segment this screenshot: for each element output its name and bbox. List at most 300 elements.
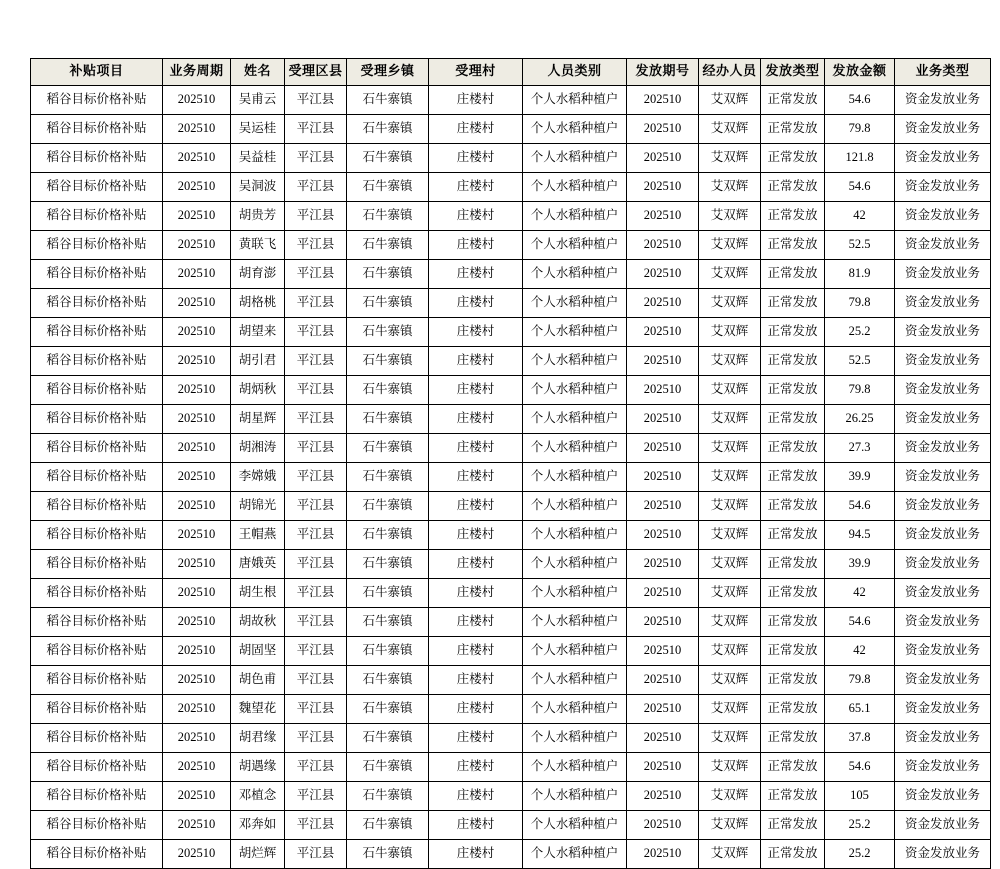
column-header-township: 受理乡镇	[347, 59, 429, 86]
cell-village: 庄楼村	[429, 433, 523, 462]
cell-amount: 54.6	[825, 752, 895, 781]
column-header-issue-type: 发放类型	[761, 59, 825, 86]
table-row	[31, 839, 991, 868]
column-header-county: 受理区县	[285, 59, 347, 86]
cell-business-type: 资金发放业务	[895, 259, 991, 288]
cell-business-type: 资金发放业务	[895, 433, 991, 462]
cell-township: 石牛寨镇	[347, 462, 429, 491]
cell-issue-number: 202510	[627, 114, 699, 143]
cell-business-type: 资金发放业务	[895, 578, 991, 607]
cell-issue-type: 正常发放	[761, 839, 825, 868]
table-header	[31, 59, 991, 86]
cell-subsidy-project: 稻谷目标价格补贴	[31, 839, 163, 868]
cell-business-period: 202510	[163, 694, 231, 723]
table-row	[31, 114, 991, 143]
table-row	[31, 404, 991, 433]
cell-name: 黄联飞	[231, 230, 285, 259]
cell-county: 平江县	[285, 665, 347, 694]
cell-county: 平江县	[285, 433, 347, 462]
cell-subsidy-project: 稻谷目标价格补贴	[31, 114, 163, 143]
cell-business-period: 202510	[163, 607, 231, 636]
cell-township: 石牛寨镇	[347, 694, 429, 723]
cell-village: 庄楼村	[429, 172, 523, 201]
cell-subsidy-project: 稻谷目标价格补贴	[31, 723, 163, 752]
cell-village: 庄楼村	[429, 462, 523, 491]
table-row	[31, 578, 991, 607]
cell-name: 吴运桂	[231, 114, 285, 143]
cell-amount: 94.5	[825, 520, 895, 549]
cell-village: 庄楼村	[429, 578, 523, 607]
cell-business-type: 资金发放业务	[895, 462, 991, 491]
cell-person-category: 个人水稻种植户	[523, 288, 627, 317]
cell-county: 平江县	[285, 85, 347, 114]
cell-county: 平江县	[285, 230, 347, 259]
cell-issue-type: 正常发放	[761, 549, 825, 578]
cell-business-period: 202510	[163, 201, 231, 230]
cell-handler: 艾双辉	[699, 230, 761, 259]
cell-business-period: 202510	[163, 549, 231, 578]
cell-business-type: 资金发放业务	[895, 375, 991, 404]
cell-township: 石牛寨镇	[347, 520, 429, 549]
cell-handler: 艾双辉	[699, 752, 761, 781]
cell-handler: 艾双辉	[699, 114, 761, 143]
cell-name: 唐娥英	[231, 549, 285, 578]
cell-issue-type: 正常发放	[761, 288, 825, 317]
cell-amount: 39.9	[825, 549, 895, 578]
table-row	[31, 752, 991, 781]
cell-business-type: 资金发放业务	[895, 549, 991, 578]
cell-issue-number: 202510	[627, 230, 699, 259]
cell-name: 胡引君	[231, 346, 285, 375]
column-header-handler: 经办人员	[699, 59, 761, 86]
cell-issue-type: 正常发放	[761, 201, 825, 230]
cell-county: 平江县	[285, 172, 347, 201]
cell-handler: 艾双辉	[699, 636, 761, 665]
cell-name: 吴甫云	[231, 85, 285, 114]
cell-village: 庄楼村	[429, 375, 523, 404]
cell-county: 平江县	[285, 636, 347, 665]
cell-name: 王帽燕	[231, 520, 285, 549]
cell-village: 庄楼村	[429, 288, 523, 317]
cell-county: 平江县	[285, 723, 347, 752]
cell-business-type: 资金发放业务	[895, 839, 991, 868]
column-header-name: 姓名	[231, 59, 285, 86]
cell-issue-type: 正常发放	[761, 810, 825, 839]
cell-business-type: 资金发放业务	[895, 317, 991, 346]
cell-issue-number: 202510	[627, 781, 699, 810]
cell-township: 石牛寨镇	[347, 404, 429, 433]
cell-county: 平江县	[285, 462, 347, 491]
cell-county: 平江县	[285, 143, 347, 172]
cell-subsidy-project: 稻谷目标价格补贴	[31, 491, 163, 520]
cell-name: 吴益桂	[231, 143, 285, 172]
table-row	[31, 346, 991, 375]
table-body	[31, 85, 991, 868]
cell-issue-number: 202510	[627, 752, 699, 781]
cell-handler: 艾双辉	[699, 375, 761, 404]
cell-business-period: 202510	[163, 85, 231, 114]
cell-person-category: 个人水稻种植户	[523, 752, 627, 781]
cell-name: 胡锦光	[231, 491, 285, 520]
cell-person-category: 个人水稻种植户	[523, 520, 627, 549]
cell-business-period: 202510	[163, 752, 231, 781]
cell-business-period: 202510	[163, 810, 231, 839]
table-row	[31, 636, 991, 665]
table-row	[31, 317, 991, 346]
column-header-subsidy-project: 补贴项目	[31, 59, 163, 86]
cell-person-category: 个人水稻种植户	[523, 85, 627, 114]
cell-person-category: 个人水稻种植户	[523, 694, 627, 723]
cell-issue-type: 正常发放	[761, 752, 825, 781]
cell-business-period: 202510	[163, 404, 231, 433]
cell-handler: 艾双辉	[699, 317, 761, 346]
cell-amount: 25.2	[825, 810, 895, 839]
cell-county: 平江县	[285, 607, 347, 636]
cell-issue-number: 202510	[627, 259, 699, 288]
cell-business-period: 202510	[163, 781, 231, 810]
cell-township: 石牛寨镇	[347, 578, 429, 607]
cell-amount: 25.2	[825, 317, 895, 346]
cell-subsidy-project: 稻谷目标价格补贴	[31, 375, 163, 404]
cell-person-category: 个人水稻种植户	[523, 723, 627, 752]
column-header-amount: 发放金额	[825, 59, 895, 86]
cell-township: 石牛寨镇	[347, 288, 429, 317]
cell-village: 庄楼村	[429, 607, 523, 636]
table-row	[31, 723, 991, 752]
cell-handler: 艾双辉	[699, 346, 761, 375]
cell-amount: 25.2	[825, 839, 895, 868]
cell-subsidy-project: 稻谷目标价格补贴	[31, 230, 163, 259]
cell-county: 平江县	[285, 549, 347, 578]
cell-business-type: 资金发放业务	[895, 288, 991, 317]
cell-township: 石牛寨镇	[347, 85, 429, 114]
cell-person-category: 个人水稻种植户	[523, 172, 627, 201]
cell-subsidy-project: 稻谷目标价格补贴	[31, 317, 163, 346]
cell-subsidy-project: 稻谷目标价格补贴	[31, 810, 163, 839]
cell-issue-type: 正常发放	[761, 346, 825, 375]
cell-subsidy-project: 稻谷目标价格补贴	[31, 578, 163, 607]
cell-township: 石牛寨镇	[347, 781, 429, 810]
table-row	[31, 172, 991, 201]
cell-handler: 艾双辉	[699, 694, 761, 723]
cell-issue-type: 正常发放	[761, 230, 825, 259]
cell-person-category: 个人水稻种植户	[523, 201, 627, 230]
cell-issue-type: 正常发放	[761, 636, 825, 665]
cell-village: 庄楼村	[429, 230, 523, 259]
cell-business-type: 资金发放业务	[895, 85, 991, 114]
table-row	[31, 607, 991, 636]
cell-village: 庄楼村	[429, 114, 523, 143]
cell-village: 庄楼村	[429, 520, 523, 549]
cell-township: 石牛寨镇	[347, 143, 429, 172]
cell-amount: 121.8	[825, 143, 895, 172]
cell-person-category: 个人水稻种植户	[523, 259, 627, 288]
cell-village: 庄楼村	[429, 85, 523, 114]
cell-village: 庄楼村	[429, 839, 523, 868]
cell-person-category: 个人水稻种植户	[523, 462, 627, 491]
cell-business-type: 资金发放业务	[895, 346, 991, 375]
cell-person-category: 个人水稻种植户	[523, 491, 627, 520]
cell-subsidy-project: 稻谷目标价格补贴	[31, 520, 163, 549]
cell-township: 石牛寨镇	[347, 230, 429, 259]
cell-person-category: 个人水稻种植户	[523, 317, 627, 346]
cell-amount: 54.6	[825, 172, 895, 201]
cell-name: 魏望花	[231, 694, 285, 723]
cell-business-period: 202510	[163, 317, 231, 346]
cell-issue-type: 正常发放	[761, 404, 825, 433]
cell-name: 胡故秋	[231, 607, 285, 636]
table-row	[31, 201, 991, 230]
cell-issue-number: 202510	[627, 723, 699, 752]
cell-amount: 54.6	[825, 607, 895, 636]
cell-amount: 81.9	[825, 259, 895, 288]
cell-name: 吴洞波	[231, 172, 285, 201]
cell-person-category: 个人水稻种植户	[523, 549, 627, 578]
cell-business-type: 资金发放业务	[895, 491, 991, 520]
cell-issue-type: 正常发放	[761, 520, 825, 549]
cell-handler: 艾双辉	[699, 549, 761, 578]
cell-issue-number: 202510	[627, 201, 699, 230]
cell-issue-type: 正常发放	[761, 665, 825, 694]
table-row	[31, 375, 991, 404]
cell-issue-number: 202510	[627, 85, 699, 114]
cell-township: 石牛寨镇	[347, 665, 429, 694]
cell-township: 石牛寨镇	[347, 491, 429, 520]
cell-county: 平江县	[285, 317, 347, 346]
cell-amount: 79.8	[825, 114, 895, 143]
cell-subsidy-project: 稻谷目标价格补贴	[31, 636, 163, 665]
table-row	[31, 781, 991, 810]
cell-village: 庄楼村	[429, 781, 523, 810]
cell-business-period: 202510	[163, 839, 231, 868]
cell-county: 平江县	[285, 781, 347, 810]
cell-township: 石牛寨镇	[347, 723, 429, 752]
cell-handler: 艾双辉	[699, 201, 761, 230]
cell-county: 平江县	[285, 578, 347, 607]
cell-handler: 艾双辉	[699, 404, 761, 433]
cell-village: 庄楼村	[429, 491, 523, 520]
cell-issue-number: 202510	[627, 520, 699, 549]
cell-name: 胡育澎	[231, 259, 285, 288]
cell-issue-number: 202510	[627, 636, 699, 665]
cell-amount: 79.8	[825, 288, 895, 317]
cell-name: 胡炳秋	[231, 375, 285, 404]
cell-issue-number: 202510	[627, 317, 699, 346]
cell-issue-number: 202510	[627, 172, 699, 201]
cell-township: 石牛寨镇	[347, 172, 429, 201]
cell-business-type: 资金发放业务	[895, 201, 991, 230]
cell-business-period: 202510	[163, 578, 231, 607]
cell-subsidy-project: 稻谷目标价格补贴	[31, 752, 163, 781]
cell-village: 庄楼村	[429, 346, 523, 375]
cell-business-period: 202510	[163, 636, 231, 665]
cell-subsidy-project: 稻谷目标价格补贴	[31, 259, 163, 288]
cell-business-period: 202510	[163, 665, 231, 694]
cell-village: 庄楼村	[429, 259, 523, 288]
cell-person-category: 个人水稻种植户	[523, 578, 627, 607]
cell-subsidy-project: 稻谷目标价格补贴	[31, 85, 163, 114]
cell-business-period: 202510	[163, 114, 231, 143]
cell-handler: 艾双辉	[699, 288, 761, 317]
cell-township: 石牛寨镇	[347, 839, 429, 868]
cell-issue-type: 正常发放	[761, 317, 825, 346]
cell-subsidy-project: 稻谷目标价格补贴	[31, 433, 163, 462]
column-header-business-period: 业务周期	[163, 59, 231, 86]
cell-handler: 艾双辉	[699, 491, 761, 520]
cell-subsidy-project: 稻谷目标价格补贴	[31, 665, 163, 694]
cell-name: 胡色甫	[231, 665, 285, 694]
cell-business-type: 资金发放业务	[895, 404, 991, 433]
cell-issue-number: 202510	[627, 607, 699, 636]
cell-township: 石牛寨镇	[347, 433, 429, 462]
cell-handler: 艾双辉	[699, 578, 761, 607]
cell-subsidy-project: 稻谷目标价格补贴	[31, 288, 163, 317]
column-header-village: 受理村	[429, 59, 523, 86]
cell-amount: 79.8	[825, 375, 895, 404]
cell-person-category: 个人水稻种植户	[523, 114, 627, 143]
cell-township: 石牛寨镇	[347, 549, 429, 578]
cell-business-period: 202510	[163, 346, 231, 375]
cell-issue-number: 202510	[627, 578, 699, 607]
table-row	[31, 549, 991, 578]
cell-handler: 艾双辉	[699, 723, 761, 752]
cell-name: 胡湘涛	[231, 433, 285, 462]
cell-subsidy-project: 稻谷目标价格补贴	[31, 404, 163, 433]
cell-business-period: 202510	[163, 462, 231, 491]
cell-amount: 39.9	[825, 462, 895, 491]
column-header-business-type: 业务类型	[895, 59, 991, 86]
cell-village: 庄楼村	[429, 404, 523, 433]
cell-business-type: 资金发放业务	[895, 172, 991, 201]
cell-name: 胡望来	[231, 317, 285, 346]
cell-issue-number: 202510	[627, 694, 699, 723]
cell-business-type: 资金发放业务	[895, 230, 991, 259]
table-row	[31, 143, 991, 172]
cell-issue-number: 202510	[627, 462, 699, 491]
cell-business-type: 资金发放业务	[895, 752, 991, 781]
cell-issue-type: 正常发放	[761, 375, 825, 404]
cell-amount: 27.3	[825, 433, 895, 462]
table-row	[31, 433, 991, 462]
column-header-issue-number: 发放期号	[627, 59, 699, 86]
cell-county: 平江县	[285, 346, 347, 375]
cell-name: 胡君缘	[231, 723, 285, 752]
cell-business-period: 202510	[163, 723, 231, 752]
cell-issue-type: 正常发放	[761, 433, 825, 462]
cell-issue-type: 正常发放	[761, 723, 825, 752]
table-header-row	[31, 59, 991, 86]
cell-name: 李嫦娥	[231, 462, 285, 491]
cell-county: 平江县	[285, 520, 347, 549]
cell-business-type: 资金发放业务	[895, 520, 991, 549]
cell-village: 庄楼村	[429, 665, 523, 694]
cell-issue-number: 202510	[627, 346, 699, 375]
cell-business-period: 202510	[163, 288, 231, 317]
cell-issue-number: 202510	[627, 404, 699, 433]
cell-amount: 54.6	[825, 491, 895, 520]
cell-village: 庄楼村	[429, 723, 523, 752]
cell-issue-type: 正常发放	[761, 143, 825, 172]
cell-village: 庄楼村	[429, 694, 523, 723]
cell-amount: 54.6	[825, 85, 895, 114]
cell-issue-number: 202510	[627, 143, 699, 172]
subsidy-distribution-table	[30, 58, 991, 869]
cell-issue-number: 202510	[627, 549, 699, 578]
cell-handler: 艾双辉	[699, 172, 761, 201]
cell-name: 胡星辉	[231, 404, 285, 433]
cell-handler: 艾双辉	[699, 143, 761, 172]
cell-amount: 105	[825, 781, 895, 810]
cell-person-category: 个人水稻种植户	[523, 346, 627, 375]
cell-township: 石牛寨镇	[347, 346, 429, 375]
cell-township: 石牛寨镇	[347, 375, 429, 404]
cell-person-category: 个人水稻种植户	[523, 810, 627, 839]
cell-township: 石牛寨镇	[347, 752, 429, 781]
cell-name: 邓奔如	[231, 810, 285, 839]
table-row	[31, 810, 991, 839]
cell-county: 平江县	[285, 259, 347, 288]
table-row	[31, 665, 991, 694]
cell-township: 石牛寨镇	[347, 201, 429, 230]
cell-handler: 艾双辉	[699, 259, 761, 288]
cell-business-type: 资金发放业务	[895, 114, 991, 143]
cell-person-category: 个人水稻种植户	[523, 636, 627, 665]
cell-person-category: 个人水稻种植户	[523, 781, 627, 810]
cell-issue-type: 正常发放	[761, 172, 825, 201]
cell-county: 平江县	[285, 810, 347, 839]
cell-issue-number: 202510	[627, 491, 699, 520]
cell-amount: 65.1	[825, 694, 895, 723]
cell-handler: 艾双辉	[699, 607, 761, 636]
cell-subsidy-project: 稻谷目标价格补贴	[31, 143, 163, 172]
cell-amount: 42	[825, 201, 895, 230]
column-header-person-category: 人员类别	[523, 59, 627, 86]
cell-business-period: 202510	[163, 143, 231, 172]
table-row	[31, 230, 991, 259]
cell-subsidy-project: 稻谷目标价格补贴	[31, 549, 163, 578]
cell-village: 庄楼村	[429, 201, 523, 230]
cell-handler: 艾双辉	[699, 462, 761, 491]
cell-name: 邓植念	[231, 781, 285, 810]
cell-business-period: 202510	[163, 172, 231, 201]
cell-issue-type: 正常发放	[761, 259, 825, 288]
cell-subsidy-project: 稻谷目标价格补贴	[31, 607, 163, 636]
cell-township: 石牛寨镇	[347, 114, 429, 143]
cell-business-period: 202510	[163, 375, 231, 404]
cell-handler: 艾双辉	[699, 839, 761, 868]
cell-business-type: 资金发放业务	[895, 723, 991, 752]
cell-name: 胡遇缘	[231, 752, 285, 781]
cell-business-type: 资金发放业务	[895, 607, 991, 636]
cell-person-category: 个人水稻种植户	[523, 839, 627, 868]
cell-village: 庄楼村	[429, 752, 523, 781]
table-row	[31, 259, 991, 288]
cell-village: 庄楼村	[429, 810, 523, 839]
cell-subsidy-project: 稻谷目标价格补贴	[31, 172, 163, 201]
cell-handler: 艾双辉	[699, 781, 761, 810]
cell-township: 石牛寨镇	[347, 607, 429, 636]
cell-county: 平江县	[285, 404, 347, 433]
cell-business-period: 202510	[163, 491, 231, 520]
cell-amount: 52.5	[825, 230, 895, 259]
cell-issue-number: 202510	[627, 433, 699, 462]
cell-business-period: 202510	[163, 520, 231, 549]
cell-village: 庄楼村	[429, 636, 523, 665]
cell-issue-number: 202510	[627, 810, 699, 839]
cell-handler: 艾双辉	[699, 810, 761, 839]
cell-issue-number: 202510	[627, 665, 699, 694]
cell-business-type: 资金发放业务	[895, 694, 991, 723]
